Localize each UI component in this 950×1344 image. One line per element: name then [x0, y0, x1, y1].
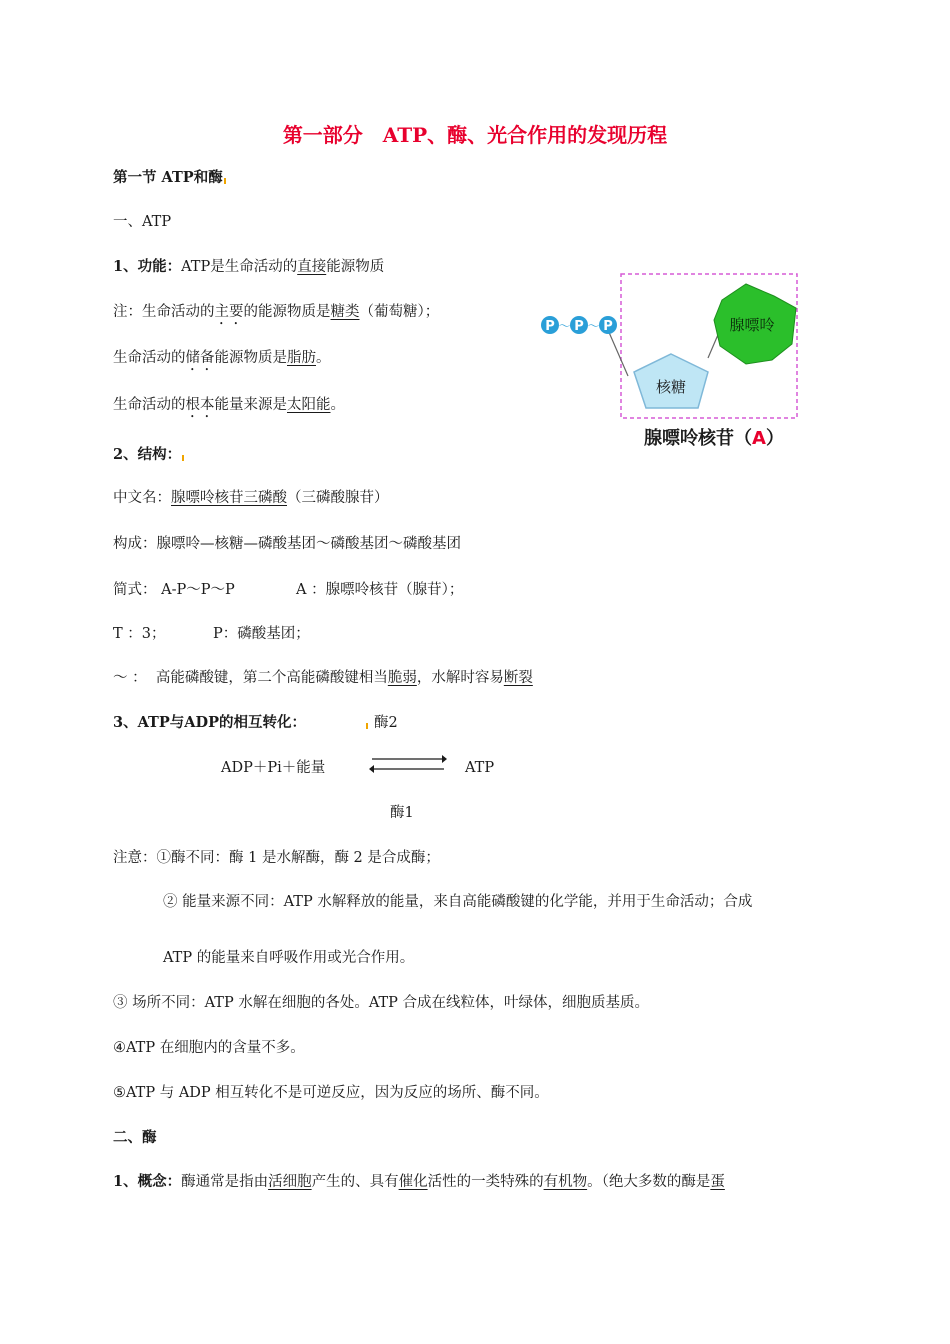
note-main-energy: 注：生命活动的主要的能源物质是糖类（葡萄糖）； — [113, 304, 440, 320]
heading-atp: 一、ATP — [113, 214, 172, 230]
function-line: 1、功能：ATP是生命活动的直接能源物质 — [113, 258, 385, 275]
t-value: T ：3； — [113, 626, 166, 642]
svg-text:P: P — [574, 319, 584, 334]
reaction-left: ADP＋Pi＋能量 — [221, 760, 326, 776]
atp-structure-figure — [536, 268, 806, 458]
note-root-energy: 生命活动的根本能量来源是太阳能。 — [113, 397, 345, 413]
chinese-name: 中文名：腺嘌呤核苷三磷酸（三磷酸腺苷） — [113, 490, 389, 506]
reversible-arrows — [368, 753, 448, 775]
page-title: 第一部分 ATP、酶、光合作用的发现历程 — [282, 123, 668, 147]
heading-enzyme: 二、酶 — [113, 1129, 157, 1146]
p-value: P：磷酸基团； — [213, 626, 310, 642]
conversion-label: 3、ATP与ADP的相互转化： — [113, 714, 306, 731]
short-formula: 简式： A-P～P～P — [113, 582, 235, 598]
svg-text:～: ～ — [587, 319, 600, 333]
note-item: ③ 场所不同：ATP 水解在细胞的各处。ATP 合成在线粒体，叶绿体，细胞质基质。 — [113, 995, 650, 1011]
adenine-label: 腺嘌呤 — [729, 316, 775, 334]
reaction-right: ATP — [465, 760, 495, 776]
enzyme-concept: 1、概念：酶通常是指由活细胞产生的、具有催化活性的一类特殊的有机物。（绝大多数的酶是蛋 — [113, 1173, 725, 1190]
note-item: ⑤ATP 与 ADP 相互转化不是可逆反应，因为反应的场所、酶不同。 — [113, 1085, 549, 1101]
section-heading: 第一节 ATP和酶 — [113, 168, 226, 188]
svg-text:P: P — [603, 319, 613, 334]
ribose-label: 核糖 — [655, 378, 687, 396]
svg-text:P: P — [545, 319, 555, 334]
bond-line: ～ ： 高能磷酸键，第二个高能磷酸键相当脆弱，水解时容易断裂 — [113, 670, 533, 686]
enzyme1-label: 酶1 — [390, 805, 414, 821]
enzyme2-label: 酶2 — [365, 713, 398, 733]
composition: 构成：腺嘌呤—核糖—磷酸基团～磷酸基团～磷酸基团 — [113, 536, 461, 552]
short-formula-a: A ：腺嘌呤核苷（腺苷）； — [296, 582, 464, 598]
note-item: ④ATP 在细胞内的含量不多。 — [113, 1040, 305, 1056]
note-storage-energy: 生命活动的储备能源物质是脂肪。 — [113, 350, 331, 366]
svg-text:～: ～ — [558, 319, 571, 333]
note-item: ATP 的能量来自呼吸作用或光合作用。 — [163, 950, 415, 966]
figure-caption: 腺嘌呤核苷（A） — [644, 428, 784, 449]
note-item: 注意：①酶不同：酶 1 是水解酶，酶 2 是合成酶； — [113, 850, 440, 866]
structure-label: 2、结构： — [113, 445, 184, 465]
note-item: ② 能量来源不同：ATP 水解释放的能量，来自高能磷酸键的化学能，并用于生命活动；合成 — [163, 894, 753, 910]
